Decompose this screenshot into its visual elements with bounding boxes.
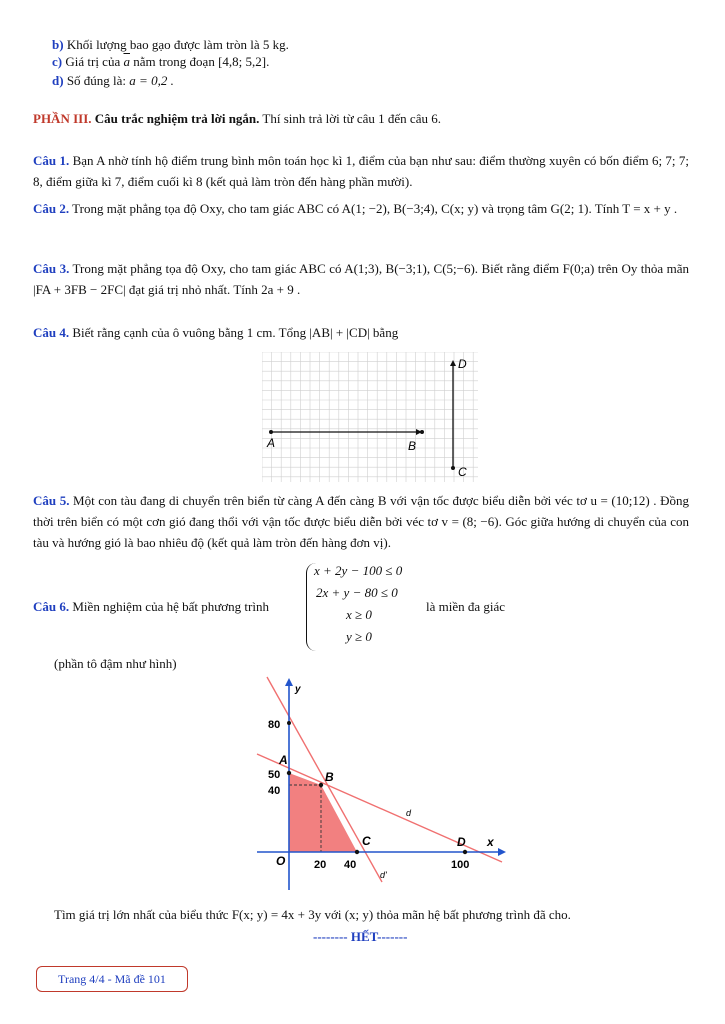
point-b bbox=[420, 430, 424, 434]
inequality-1: x + 2y − 100 ≤ 0 bbox=[314, 563, 403, 578]
item-c: c) Giá trị của $\overline{a}$ nằm trong đoạn [4,8; 5,2]. bbox=[52, 54, 270, 69]
inequality-system bbox=[306, 563, 417, 651]
inequality-2: 2x + y − 80 ≤ 0 bbox=[316, 585, 398, 600]
tick-100: 100 bbox=[451, 859, 470, 871]
tick-50: 50 bbox=[268, 769, 281, 781]
vector-grid-figure bbox=[262, 352, 478, 482]
question-4: Câu 4. Biết rằng cạnh của ô vuông bằng 1 cm. Tổng |AB| + |CD| bằng bbox=[33, 325, 399, 340]
y-axis-label: y bbox=[295, 684, 301, 695]
label-d-graph: D bbox=[457, 835, 466, 849]
tick-40: 40 bbox=[268, 785, 281, 797]
label-c: C bbox=[458, 465, 467, 479]
point-a-graph bbox=[287, 771, 291, 775]
label-line-d-prime: d' bbox=[380, 870, 387, 880]
label-c-graph: C bbox=[362, 834, 371, 848]
question-3: Câu 3. Trong mặt phẳng tọa độ Oxy, cho tam giác ABC có A(1;3), B(−3;1), C(5;−6). Biết rằng điểm F(0;a) trên Oy thỏa mãn |FA + 3FB − 2FC| đạt giá trị nhỏ nhất. Tính 2a + 9 . bbox=[33, 261, 690, 297]
inequality-3: x ≥ 0 bbox=[346, 607, 372, 622]
point-a bbox=[269, 430, 273, 434]
label-b-graph: B bbox=[325, 770, 334, 784]
point-c bbox=[451, 466, 455, 470]
question-5: Câu 5. Một con tàu đang di chuyển trên biển từ càng A đến càng B với vận tốc được biểu diễn bởi véc tơ u = (10;12) . Đồng thời trên biển có một cơn gió đang thổi với vận tốc được biểu diễn bởi véc tơ v = (8; −6). Góc giữa hướng di chuyển của con tàu và hướng gió là bao nhiêu độ (kết quả làm tròn đến hàng đơn vị). bbox=[33, 493, 689, 550]
arrow-head-cd bbox=[450, 360, 456, 366]
label-a: A bbox=[267, 436, 276, 450]
point-d-graph bbox=[463, 850, 467, 854]
question-1: Câu 1. Bạn A nhờ tính hộ điểm trung bình môn toán học kì 1, điểm của bạn như sau: điểm thường xuyên có bốn điểm 6; 7; 7; 8, điểm giữa kì 7, điểm cuối kì 8 (kết quả làm tròn đến hàng phần mười). bbox=[33, 153, 689, 189]
tick-80: 80 bbox=[268, 719, 281, 731]
inequality-4: y ≥ 0 bbox=[346, 629, 372, 644]
part3-heading: PHẦN III. Câu trắc nghiệm trả lời ngắn. Thí sinh trả lời từ câu 1 đến câu 6. bbox=[33, 111, 441, 126]
end-mark: -------- HẾT------- bbox=[313, 929, 408, 944]
question-6-note: (phần tô đậm như hình) bbox=[54, 656, 177, 671]
y-axis-arrow bbox=[285, 678, 293, 686]
point-b-graph bbox=[319, 783, 323, 787]
question-6-ask: Tìm giá trị lớn nhất của biểu thức F(x; y) = 4x + 3y với (x; y) thỏa mãn hệ bất phương trình đã cho. bbox=[54, 907, 571, 922]
point-80-graph bbox=[287, 721, 291, 725]
tick-20: 20 bbox=[314, 859, 327, 871]
page-footer: Trang 4/4 - Mã đề 101 bbox=[36, 966, 188, 992]
question-6-intro: Câu 6. Miền nghiệm của hệ bất phương trình bbox=[33, 599, 269, 614]
tick-40-x: 40 bbox=[344, 859, 357, 871]
label-line-d: d bbox=[406, 808, 412, 818]
point-c-graph bbox=[355, 850, 359, 854]
x-axis-arrow bbox=[498, 848, 506, 856]
origin-label: O bbox=[276, 854, 286, 868]
item-b: b) Khối lượng bao gạo được làm tròn là 5 kg. bbox=[52, 37, 289, 52]
item-d: d) Số đúng là: a = 0,2 . bbox=[52, 73, 174, 88]
x-axis-label: x bbox=[487, 835, 494, 849]
label-a-graph: A bbox=[279, 753, 288, 767]
label-d: D bbox=[458, 357, 467, 371]
label-b: B bbox=[408, 439, 417, 453]
feasible-region-graph bbox=[252, 672, 512, 900]
question-6-after: là miền đa giác bbox=[426, 599, 506, 614]
question-2: Câu 2. Trong mặt phẳng tọa độ Oxy, cho tam giác ABC có A(1; −2), B(−3;4), C(x; y) và trọng tâm G(2; 1). Tính T = x + y . bbox=[33, 201, 678, 216]
